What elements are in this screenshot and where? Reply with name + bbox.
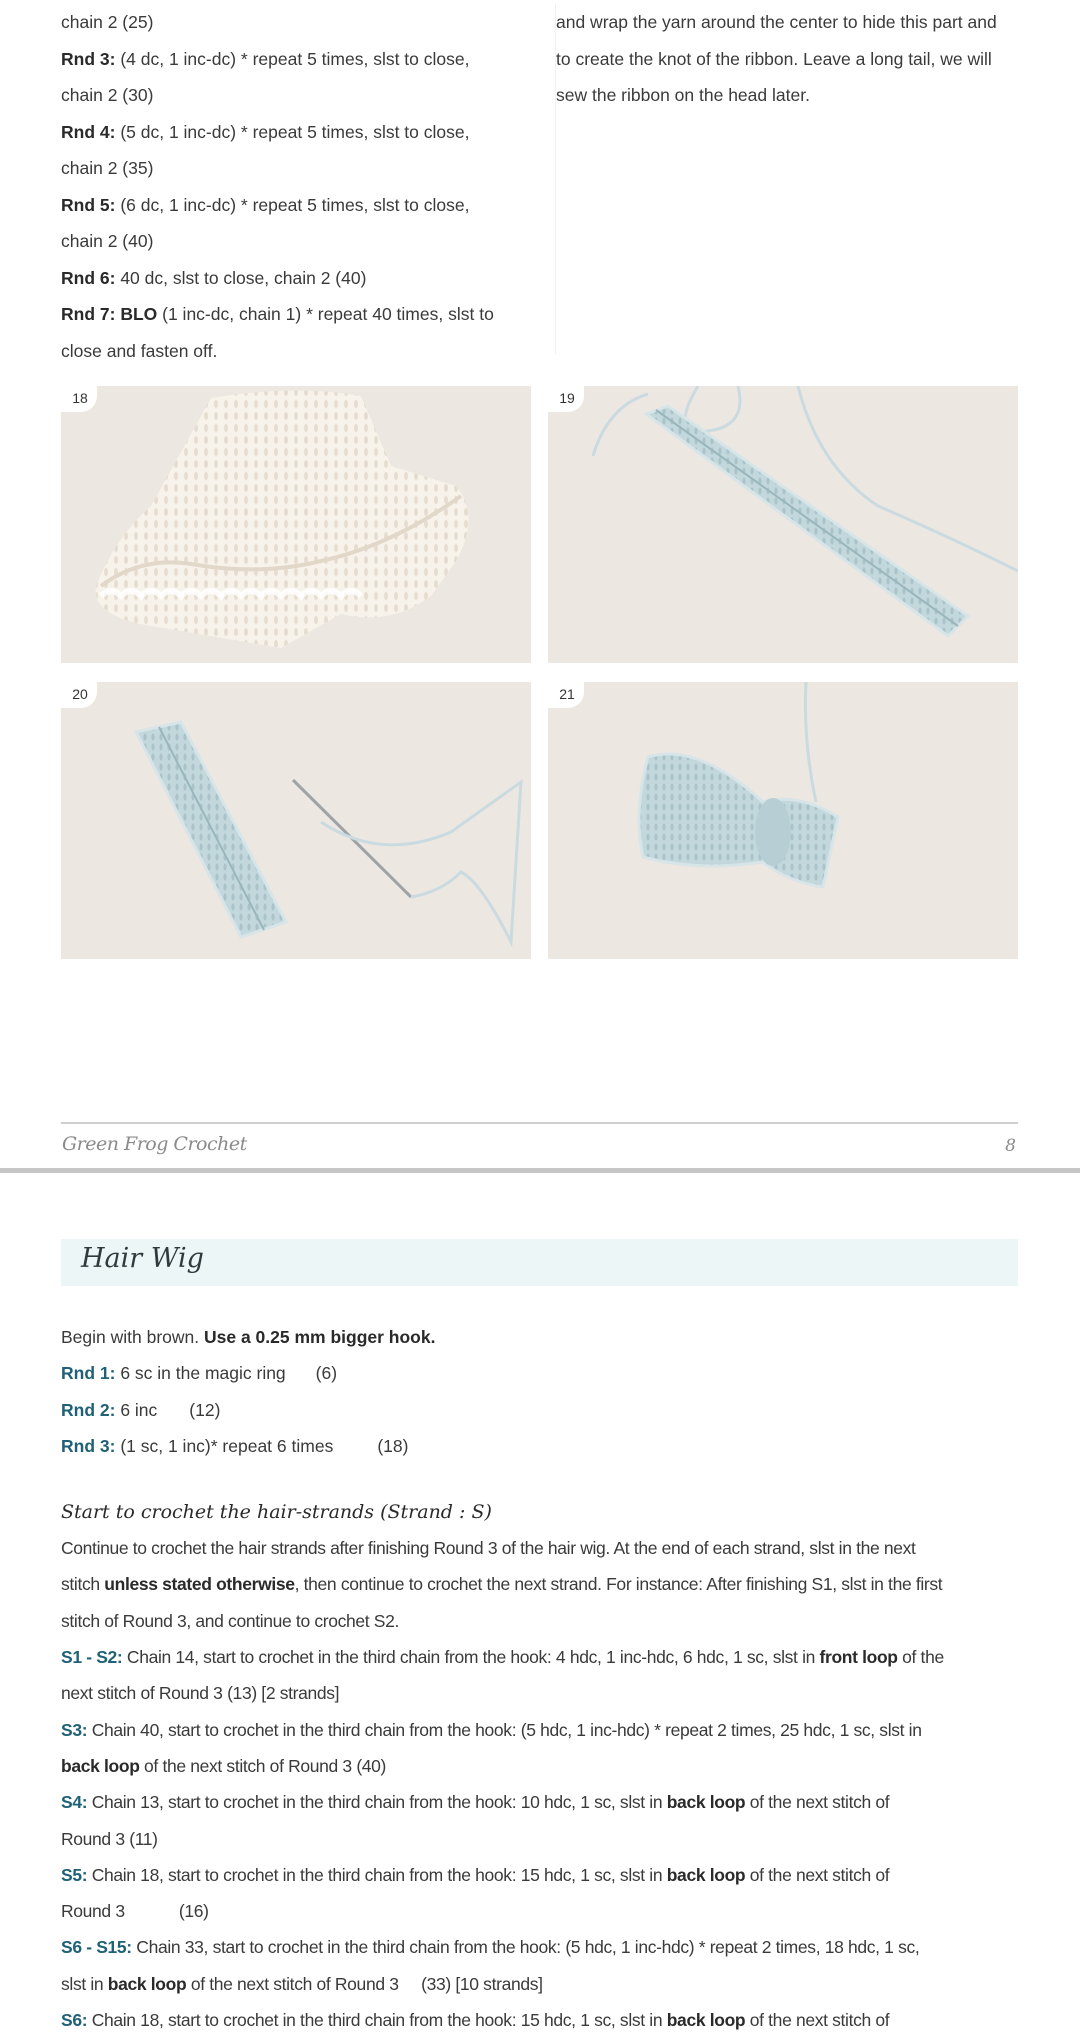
round-label: Rnd 4: — [61, 121, 116, 142]
photo-20-strip-needle — [61, 682, 531, 959]
round-row: Rnd 3: (1 sc, 1 inc)* repeat 6 times (18) — [61, 1435, 409, 1456]
instruction-line: chain 2 (25) — [61, 12, 154, 32]
instructions-right-column — [555, 4, 1021, 354]
paragraph-line: stitch unless stated otherwise, then continue to crochet the next strand. For instance: After finishing S1, slst in the first — [61, 1574, 943, 1595]
round-label: Rnd 7: — [61, 304, 116, 324]
stitch-count: (12) — [189, 1399, 221, 1420]
round-label: Rnd 1: — [61, 1363, 116, 1384]
strand-label: S6 - S15: — [61, 1937, 132, 1958]
blo-term: BLO — [115, 304, 158, 324]
round-label: Rnd 5: — [61, 194, 116, 215]
bow-image — [548, 682, 1018, 959]
strand-row-s6: S6: Chain 18, start to crochet in the third chain from the hook: 15 hdc, 1 sc, slst in back loop of the next stitch of — [61, 2010, 890, 2031]
round-label: Rnd 6: — [61, 267, 116, 288]
round-label: Rnd 3: — [61, 48, 116, 69]
strand-row-s6-s15: S6 - S15: Chain 33, start to crochet in the third chain from the hook: (5 hdc, 1 inc-hdc) * repeat 2 times, 18 hdc, 1 sc, — [61, 1937, 920, 1958]
hook-note: Use a 0.25 mm bigger hook. — [204, 1327, 436, 1347]
instruction-line-rnd-7: Rnd 7: BLO (1 inc-dc, chain 1) * repeat 40 times, slst to — [61, 304, 494, 324]
instruction-line: chain 2 (35) — [61, 158, 154, 178]
strand-row-s1-s2: S1 - S2: Chain 14, start to crochet in the third chain from the hook: 4 hdc, 1 inc-hdc, 6 hdc, 1 sc, slst in front loop of the — [61, 1647, 944, 1668]
photo-18-hat — [61, 386, 531, 663]
instruction-line: chain 2 (40) — [61, 231, 154, 251]
footer-rule — [61, 1122, 1018, 1124]
strand-label: S4: — [61, 1792, 88, 1813]
strip-needle-image — [61, 682, 531, 959]
strand-row-s5: S5: Chain 18, start to crochet in the third chain from the hook: 15 hdc, 1 sc, slst in back loop of the next stitch of — [61, 1864, 890, 1885]
strands-heading: Start to crochet the hair-strands (Strand : S) — [61, 1501, 492, 1524]
photo-21-bow — [548, 682, 1018, 959]
strand-row-cont: Round 3 (16) — [61, 1901, 209, 1922]
round-row: Rnd 1: 6 sc in the magic ring (6) — [61, 1363, 338, 1384]
stitch-count: (18) — [377, 1435, 409, 1456]
round-row: Rnd 2: 6 inc (12) — [61, 1399, 221, 1420]
instruction-line-rnd-6: Rnd 6: 40 dc, slst to close, chain 2 (40) — [61, 267, 367, 288]
intro-line: Begin with brown. Use a 0.25 mm bigger hook. — [61, 1327, 436, 1347]
strand-row-cont: next stitch of Round 3 (13) [2 strands] — [61, 1683, 340, 1704]
strand-row-cont: Round 3 (11) — [61, 1828, 158, 1849]
page-number: 8 — [1005, 1136, 1016, 1156]
round-label: Rnd 3: — [61, 1435, 116, 1456]
hair-wig-instructions — [61, 1319, 1021, 2038]
step-number-badge: 20 — [61, 682, 97, 708]
instruction-line: chain 2 (30) — [61, 85, 154, 105]
strand-row-s4: S4: Chain 13, start to crochet in the third chain from the hook: 10 hdc, 1 sc, slst in back loop of the next stitch of — [61, 1792, 890, 1813]
instructions-left-column — [61, 4, 531, 369]
strand-label: S3: — [61, 1719, 88, 1740]
step-number-badge: 19 — [548, 386, 584, 412]
section-banner — [61, 1239, 1018, 1286]
page-divider — [0, 1168, 1080, 1173]
stitch-count: (6) — [315, 1363, 338, 1384]
instruction-line: and wrap the yarn around the center to hide this part and — [556, 12, 997, 32]
instruction-line-rnd-3: Rnd 3: (4 dc, 1 inc-dc) * repeat 5 times, slst to close, — [61, 48, 470, 69]
hat-image — [61, 386, 531, 663]
step-number-badge: 18 — [61, 386, 97, 412]
strand-row-cont: slst in back loop of the next stitch of Round 3 (33) [10 strands] — [61, 1973, 543, 1994]
instruction-line-rnd-5: Rnd 5: (6 dc, 1 inc-dc) * repeat 5 times, slst to close, — [61, 194, 470, 215]
section-title: Hair Wig — [81, 1243, 204, 1274]
strand-label: S6: — [61, 2010, 88, 2031]
step-number-badge: 21 — [548, 682, 584, 708]
strand-label: S1 - S2: — [61, 1647, 123, 1668]
strand-label: S5: — [61, 1864, 88, 1885]
paragraph-line: stitch of Round 3, and continue to crochet S2. — [61, 1610, 400, 1631]
instruction-line: close and fasten off. — [61, 340, 218, 361]
instruction-line-rnd-4: Rnd 4: (5 dc, 1 inc-dc) * repeat 5 times, slst to close, — [61, 121, 470, 142]
instruction-line: sew the ribbon on the head later. — [556, 85, 810, 105]
footer-brand: Green Frog Crochet — [62, 1133, 247, 1155]
strip-image — [548, 386, 1018, 663]
paragraph-line: Continue to crochet the hair strands after finishing Round 3 of the hair wig. At the end of each strand, slst in the next — [61, 1538, 916, 1559]
round-label: Rnd 2: — [61, 1399, 116, 1420]
strand-row-s3: S3: Chain 40, start to crochet in the third chain from the hook: (5 hdc, 1 inc-hdc) * repeat 2 times, 25 hdc, 1 sc, slst in — [61, 1719, 922, 1740]
instruction-line: to create the knot of the ribbon. Leave a long tail, we will — [556, 48, 992, 69]
photo-19-strip — [548, 386, 1018, 663]
strand-row-cont: back loop of the next stitch of Round 3 (40) — [61, 1755, 387, 1776]
